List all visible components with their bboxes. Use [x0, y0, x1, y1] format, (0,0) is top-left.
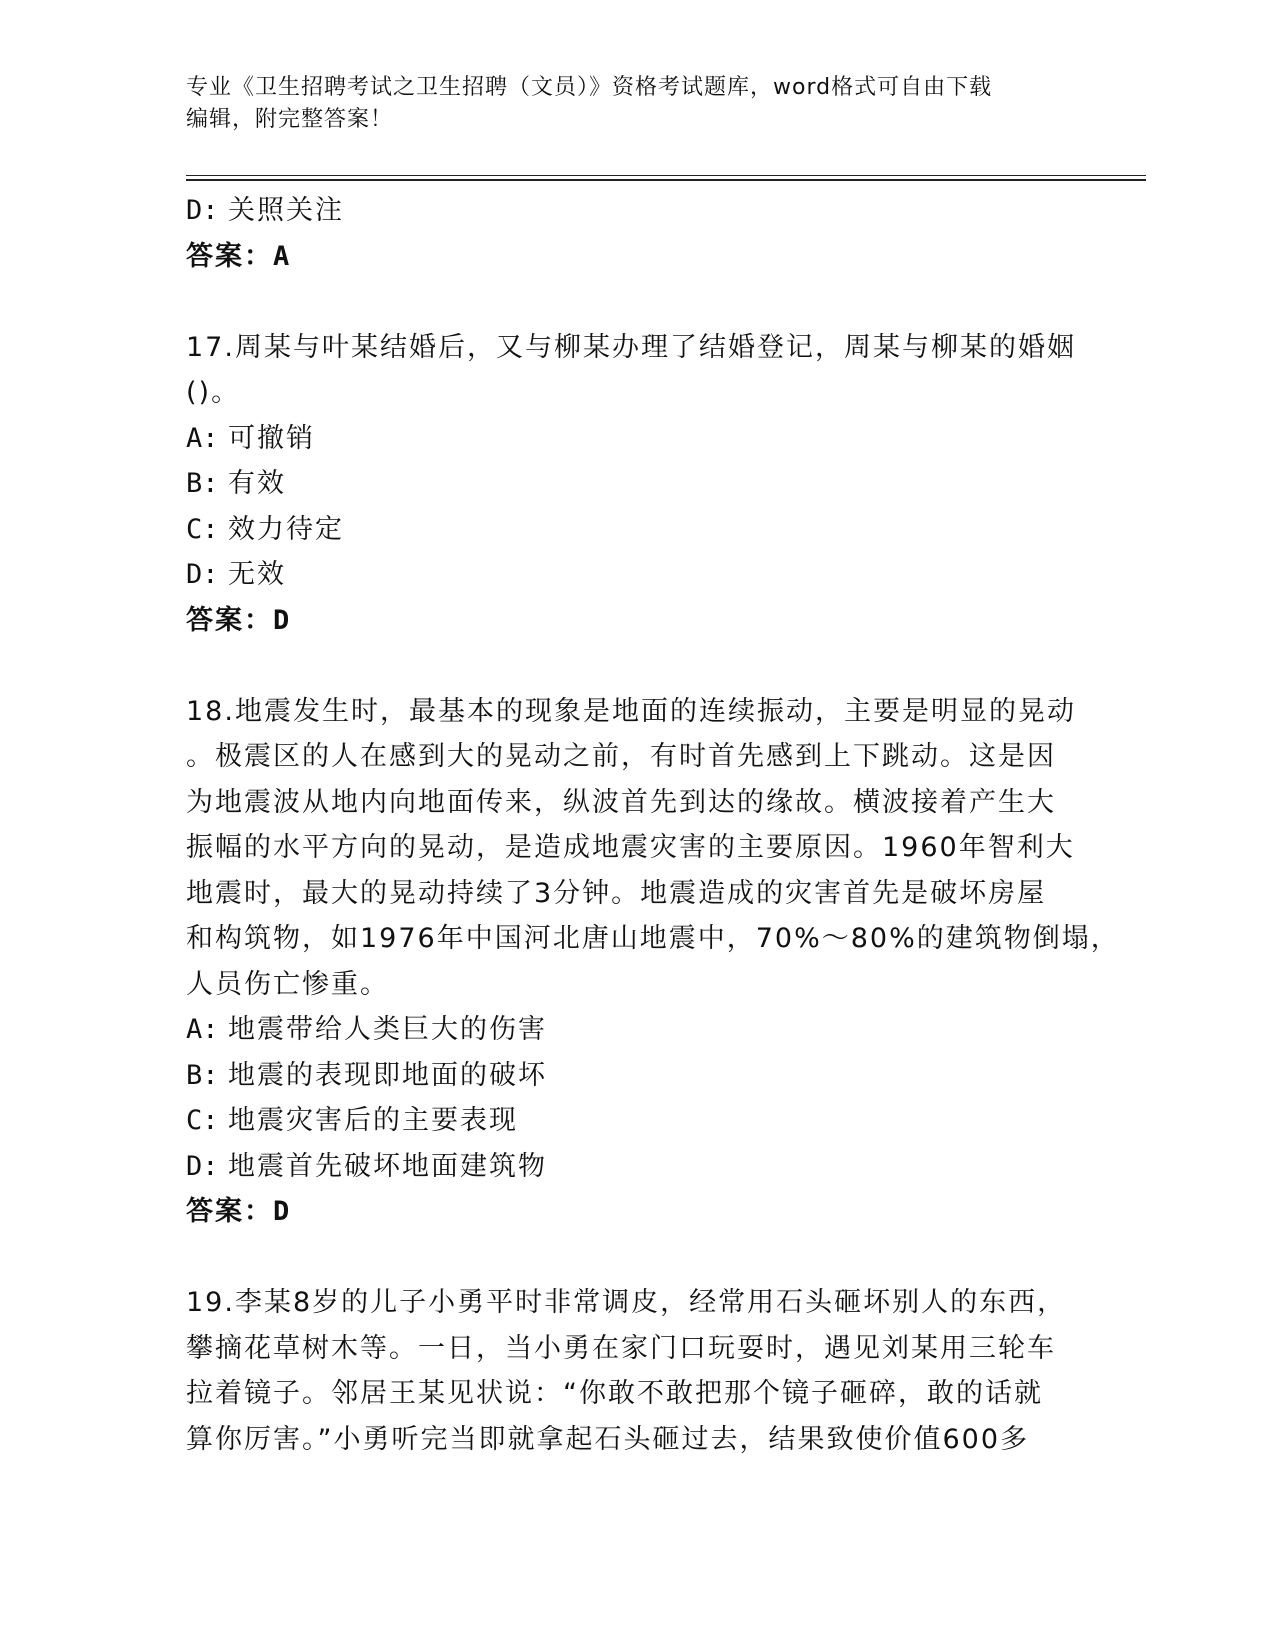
option-key: B:: [186, 1059, 219, 1091]
question-line: 攀摘花草树木等。一日，当小勇在家门口玩耍时，遇见刘某用三轮车: [186, 1332, 1056, 1364]
option-text: 可撤销: [228, 422, 315, 454]
question-line: 算你厉害。”小勇听完当即就拿起石头砸过去，结果致使价值600多: [186, 1423, 1030, 1455]
answer-value: A: [273, 240, 290, 272]
header-line-1: 专业《卫生招聘考试之卫生招聘（文员）》资格考试题库，word格式可自由下载: [186, 75, 993, 100]
answer-label: 答案：: [186, 604, 273, 636]
option-text: 地震首先破坏地面建筑物: [228, 1150, 547, 1182]
answer-value: D: [273, 1196, 290, 1227]
document-header: [186, 72, 1106, 136]
answer-label: 答案：: [186, 240, 273, 272]
answer-label: 答案：: [186, 1196, 273, 1227]
option-key: D:: [186, 1150, 219, 1182]
option-key: A:: [186, 1014, 219, 1045]
q18-option-a: [186, 1007, 1106, 1053]
q17-option-b: [186, 461, 1106, 507]
question-line: 振幅的水平方向的晃动，是造成地震灾害的主要原因。1960年智利大: [186, 832, 1075, 863]
answer-value: D: [273, 604, 290, 636]
option-text: 有效: [228, 468, 286, 499]
question-line: 19.李某8岁的儿子小勇平时非常调皮，经常用石头砸坏别人的东西，: [186, 1287, 1067, 1318]
option-text: 地震的表现即地面的破坏: [228, 1059, 547, 1091]
header-divider-thin: [186, 175, 1146, 176]
option-key: A:: [186, 422, 219, 454]
q17-option-a: [186, 416, 1106, 462]
q18-answer: [186, 1189, 1106, 1235]
option-key: D:: [186, 195, 219, 226]
question-line: 为地震波从地内向地面传来，纵波首先到达的缘故。横波接着产生大: [186, 786, 1056, 818]
spacer: [186, 1235, 1106, 1281]
question-line: ()。: [186, 377, 241, 408]
option-key: C:: [186, 1105, 219, 1136]
question-line: 地震时，最大的晃动持续了3分钟。地震造成的灾害首先是破坏房屋: [186, 877, 1047, 909]
question-19: [186, 1280, 1106, 1462]
option-text: 地震灾害后的主要表现: [228, 1105, 518, 1136]
header-line-2: 编辑，附完整答案！: [186, 107, 394, 132]
question-17: [186, 325, 1106, 644]
q16-option-d: [186, 188, 1106, 234]
option-text: 效力待定: [228, 513, 344, 545]
option-key: B:: [186, 468, 219, 499]
q16-answer: [186, 234, 1106, 280]
question-line: 拉着镜子。邻居王某见状说：“你敢不敢把那个镜子砸碎，敢的话就: [186, 1378, 1043, 1409]
option-key: C:: [186, 513, 219, 545]
q18-option-d: [186, 1144, 1106, 1190]
question-18: [186, 689, 1120, 1235]
header-divider-thick: [186, 179, 1146, 181]
option-text: 关照关注: [228, 195, 344, 226]
question-line: 人员伤亡惨重。: [186, 968, 389, 1000]
spacer: [186, 279, 1106, 325]
option-text: 无效: [228, 559, 286, 590]
q17-option-c: [186, 507, 1106, 553]
spacer: [186, 643, 1106, 689]
q18-option-c: [186, 1098, 1106, 1144]
document-body: [186, 188, 1120, 1462]
q17-option-d: [186, 552, 1106, 598]
question-line: 。极震区的人在感到大的晃动之前，有时首先感到上下跳动。这是因: [186, 741, 1056, 772]
option-key: D:: [186, 559, 219, 590]
q17-answer: [186, 598, 1106, 644]
question-line: 17.周某与叶某结婚后，又与柳某办理了结婚登记，周某与柳某的婚姻: [186, 331, 1076, 363]
option-text: 地震带给人类巨大的伤害: [228, 1014, 547, 1045]
q18-option-b: [186, 1053, 1106, 1099]
question-line: 18.地震发生时，最基本的现象是地面的连续振动，主要是明显的晃动: [186, 695, 1076, 727]
question-line: 和构筑物，如1976年中国河北唐山地震中，70%～80%的建筑物倒塌，: [186, 923, 1120, 954]
